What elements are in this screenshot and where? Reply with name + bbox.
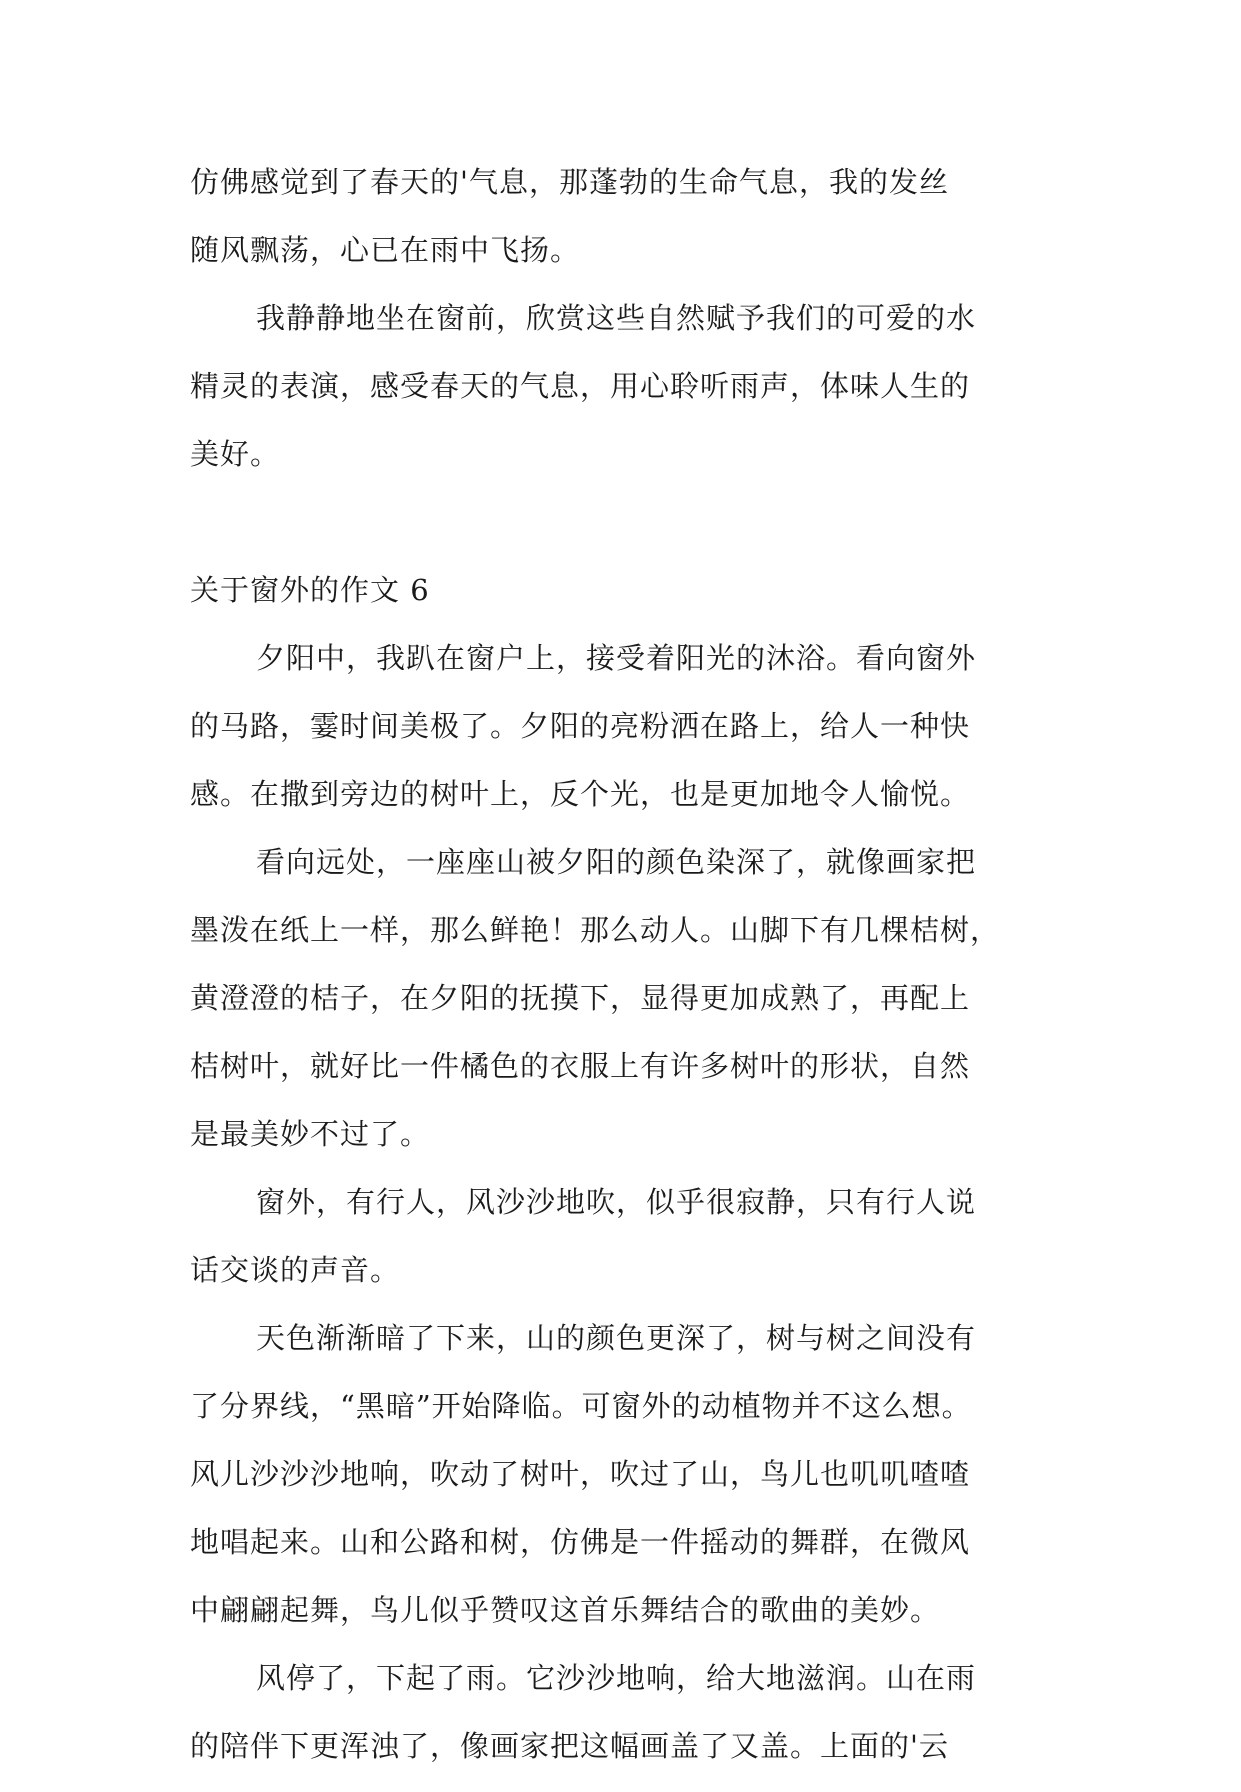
paragraph-first-line: 窗外，有行人，风沙沙地吹，似乎很寂静，只有行人说 [256, 1185, 977, 1219]
text-line: 美好。 [190, 437, 281, 471]
text-line: 感。在撒到旁边的树叶上，反个光，也是更加地令人愉悦。 [190, 777, 971, 811]
text-line: 仿佛感觉到了春天的'气息，那蓬勃的生命气息，我的发丝 [190, 165, 949, 199]
document-page [190, 160, 1060, 1792]
text-line: 是最美妙不过了。 [190, 1117, 431, 1151]
text-line: 话交谈的声音。 [190, 1253, 401, 1287]
text-line: 风儿沙沙沙地响，吹动了树叶，吹过了山，鸟儿也叽叽喳喳 [190, 1457, 971, 1491]
text-line: 了分界线，“黑暗”开始降临。可窗外的动植物并不这么想。 [190, 1389, 972, 1423]
text-line: 的马路，霎时间美极了。夕阳的亮粉洒在路上，给人一种快 [190, 709, 971, 743]
text-line: 精灵的表演，感受春天的气息，用心聆听雨声，体味人生的 [190, 369, 971, 403]
paragraph-first-line: 风停了，下起了雨。它沙沙地响，给大地滋润。山在雨 [256, 1661, 977, 1695]
paragraph-first-line: 看向远处，一座座山被夕阳的颜色染深了，就像画家把 [256, 845, 977, 879]
text-line: 的陪伴下更浑浊了，像画家把这幅画盖了又盖。上面的'云 [190, 1729, 949, 1763]
section-heading: 关于窗外的作文 6 [190, 573, 430, 607]
paragraph-first-line: 我静静地坐在窗前，欣赏这些自然赋予我们的可爱的水 [256, 301, 977, 335]
text-line: 墨泼在纸上一样，那么鲜艳！那么动人。山脚下有几棵桔树， [190, 913, 1001, 947]
text-line: 中翩翩起舞，鸟儿似乎赞叹这首乐舞结合的歌曲的美妙。 [190, 1593, 941, 1627]
text-line: 黄澄澄的桔子，在夕阳的抚摸下，显得更加成熟了，再配上 [190, 981, 971, 1015]
blank-line [190, 500, 1060, 545]
paragraph-first-line: 天色渐渐暗了下来，山的颜色更深了，树与树之间没有 [256, 1321, 977, 1355]
paragraph-first-line: 夕阳中，我趴在窗户上，接受着阳光的沐浴。看向窗外 [256, 641, 977, 675]
text-line: 桔树叶，就好比一件橘色的衣服上有许多树叶的形状，自然 [190, 1049, 971, 1083]
text-line: 地唱起来。山和公路和树，仿佛是一件摇动的舞群，在微风 [190, 1525, 971, 1559]
text-line: 随风飘荡，心已在雨中飞扬。 [190, 233, 581, 267]
